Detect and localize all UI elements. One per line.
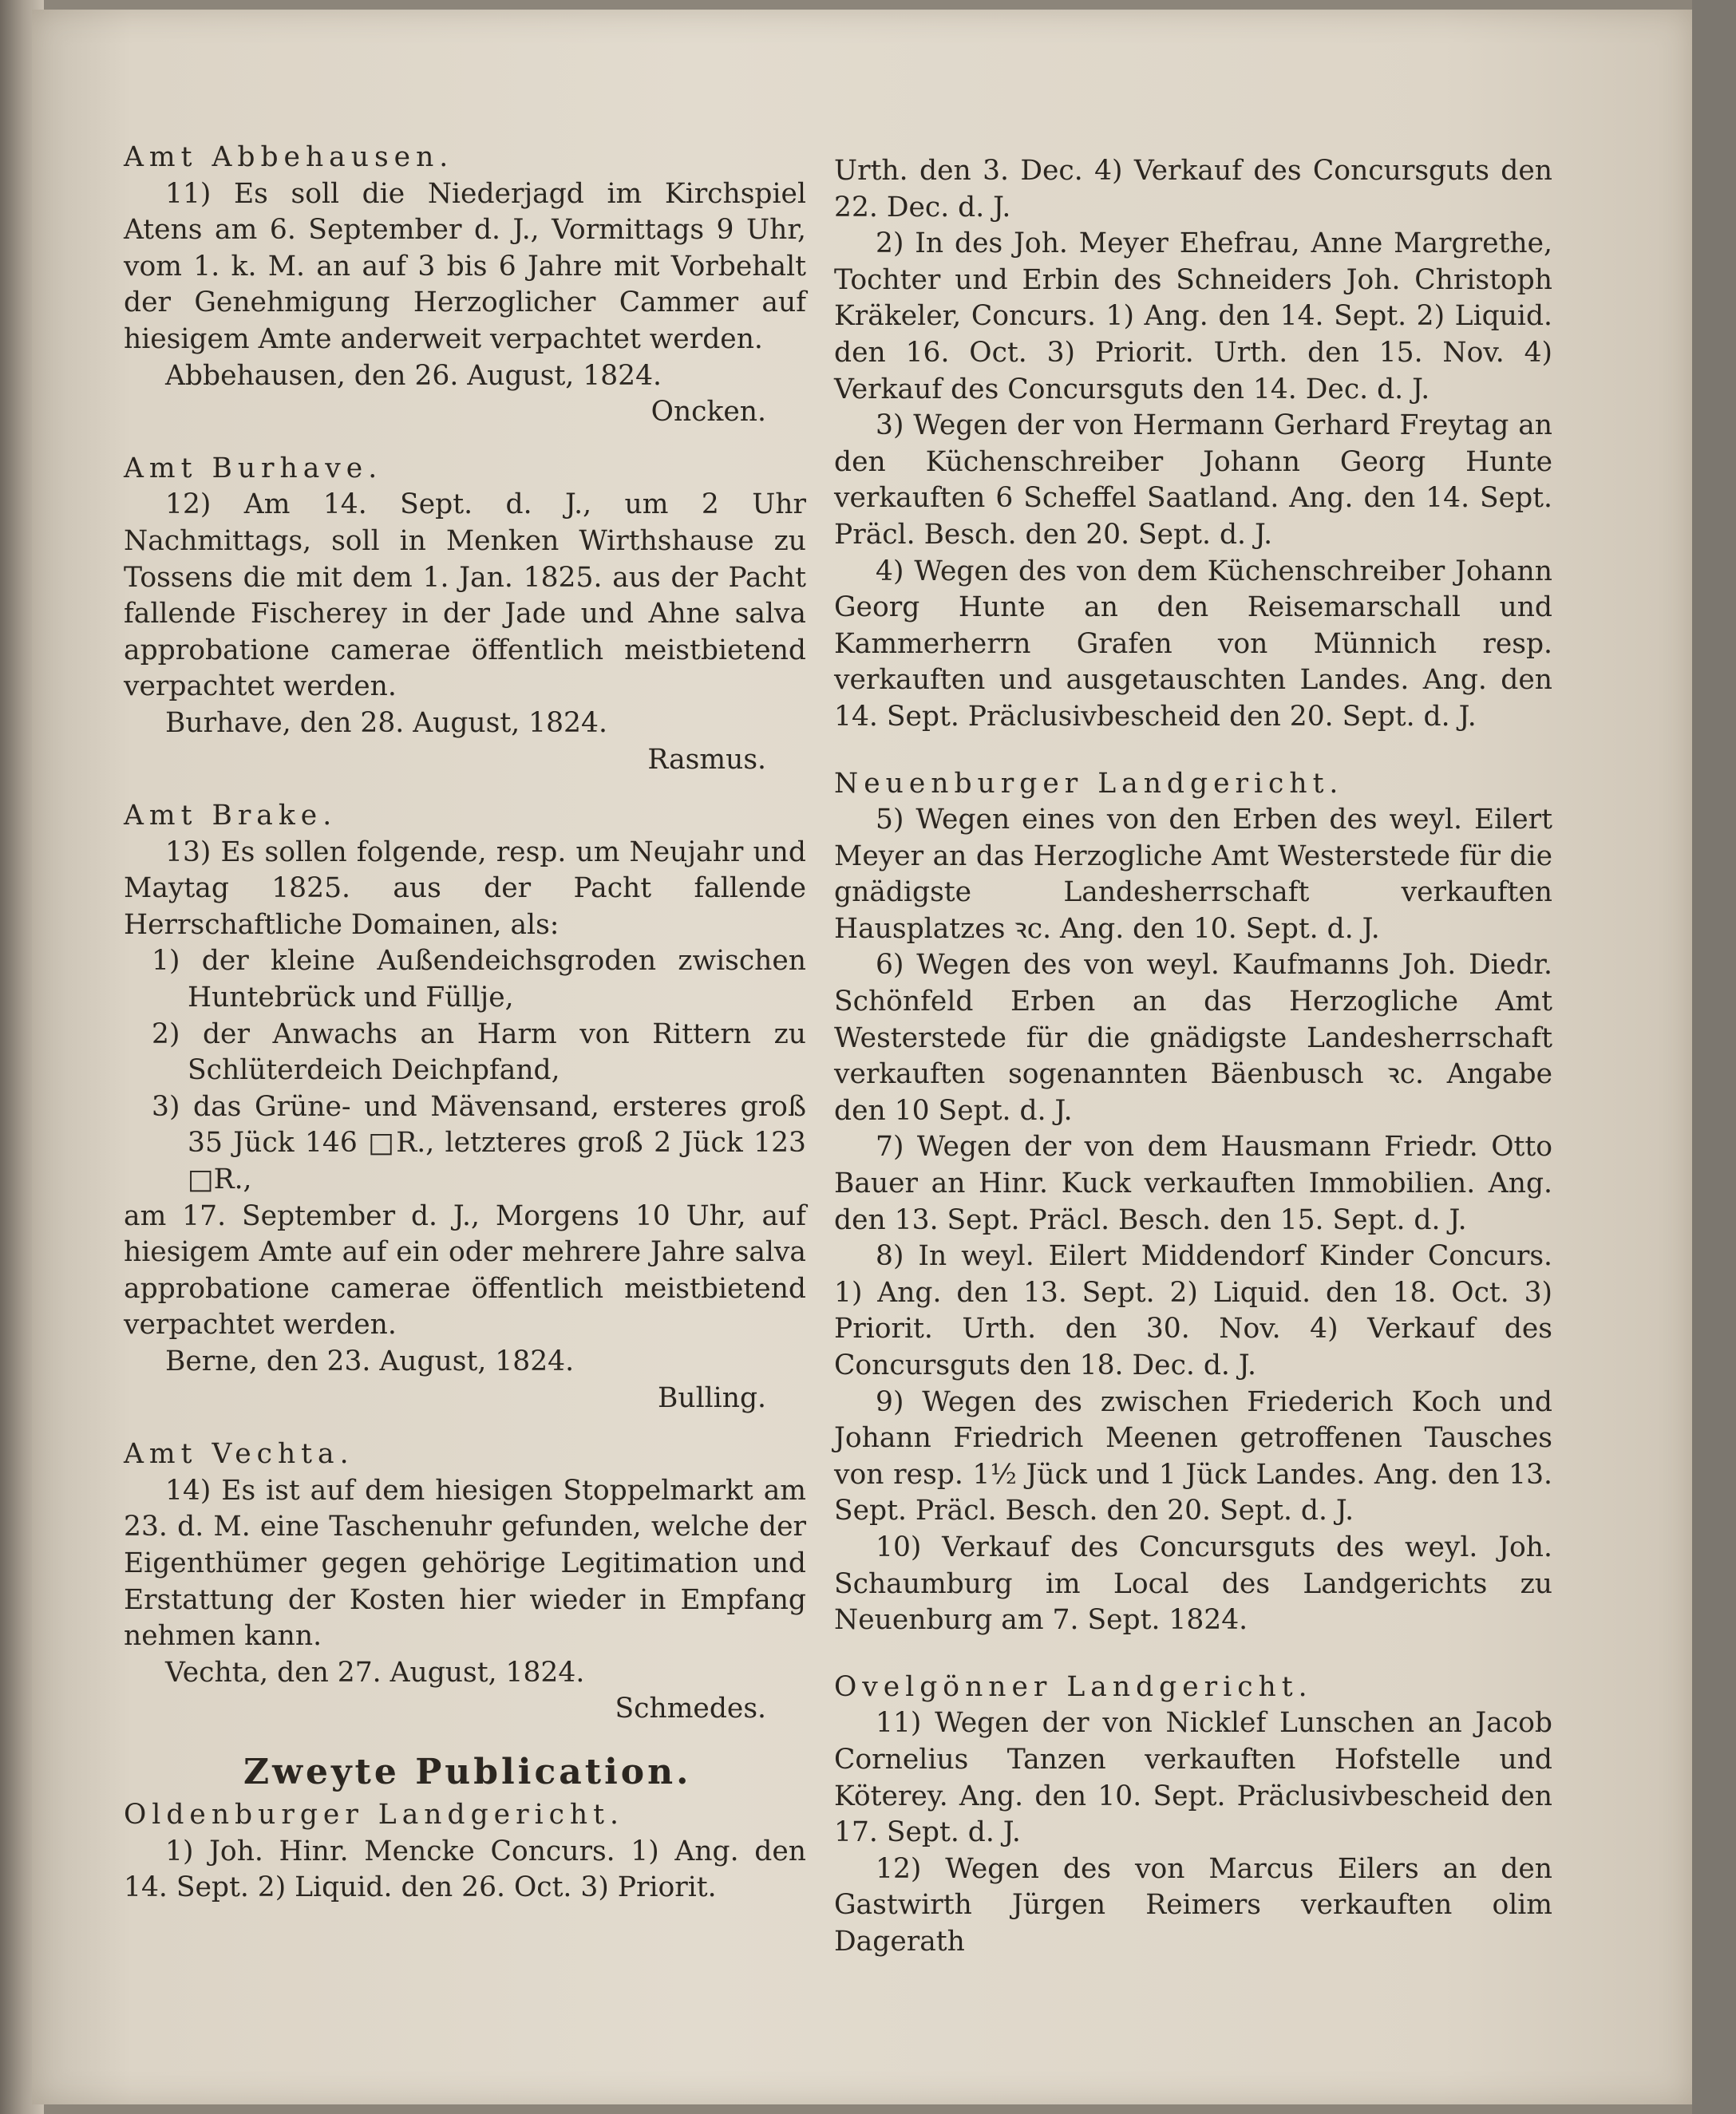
paragraph: 6) Wegen des von weyl. Kaufmanns Joh. Diedr. Schönfeld Erben an das Herzogliche Amt Westerstede für die gnädigste Landesherrschaft verkauften sogenannten Bäenbusch ꝛc. Angabe den 10 Sept. d. J.: [834, 949, 1552, 1127]
section-heading: Amt Brake.: [124, 800, 338, 832]
background-edge: [1692, 0, 1736, 2114]
section-heading: Oldenburger Landgericht.: [124, 1798, 624, 1831]
paragraph: 14) Es ist auf dem hiesigen Stoppelmarkt am 23. d. M. eine Taschenuhr gefunden, welche der Eigenthümer gegen gehörige Legitimation und Erstattung der Kosten hier wieder in Empfang nehmen kann.: [124, 1474, 806, 1653]
paragraph: 2) In des Joh. Meyer Ehefrau, Anne Margrethe, Tochter und Erbin des Schneiders Joh. Christoph Kräkeler, Concurs. 1) Ang. den 14. Sept. 2) Liquid. den 16. Oct. 3) Priorit. Urth. den 15. Nov. 4) Verkauf des Concursguts den 14. Dec. d. J.: [834, 227, 1552, 405]
list-item: 1) der kleine Außendeichsgroden zwischen Huntebrück und Füllje,: [152, 945, 806, 1014]
dateline: Abbehausen, den 26. August, 1824.: [165, 359, 662, 392]
dateline: Vechta, den 27. August, 1824.: [165, 1656, 585, 1689]
section-heading: Neuenburger Landgericht.: [834, 767, 1344, 800]
paragraph: am 17. September d. J., Morgens 10 Uhr, auf hiesigem Amte auf ein oder mehrere Jahre salva approbatione camerae öffentlich meistbietend verpachtet werden.: [124, 1199, 806, 1342]
publication-heading: Zweyte Publication.: [243, 1751, 692, 1792]
paragraph: 13) Es sollen folgende, resp. um Neujahr und Maytag 1825. aus der Pacht fallende Herrschaftliche Domainen, als:: [124, 836, 806, 941]
paragraph: 8) In weyl. Eilert Middendorf Kinder Concurs. 1) Ang. den 13. Sept. 2) Liquid. den 18. Oct. 3) Priorit. Urth. den 30. Nov. 4) Verkauf des Concursguts den 18. Dec. d. J.: [834, 1240, 1552, 1381]
dateline: Berne, den 23. August, 1824.: [165, 1345, 575, 1377]
paragraph: 7) Wegen der von dem Hausmann Friedr. Otto Bauer an Hinr. Kuck verkauften Immobilien. Ang. den 13. Sept. Präcl. Besch. den 15. Sept. d. J.: [834, 1131, 1552, 1236]
signature: Oncken.: [651, 396, 766, 429]
paragraph: 11) Wegen der von Nicklef Lunschen an Jacob Cornelius Tanzen verkauften Hofstelle und Köterey. Ang. den 10. Sept. Präclusivbescheid den 17. Sept. d. J.: [834, 1707, 1552, 1849]
list-item: 3) das Grüne- und Mävensand, ersteres groß 35 Jück 146 □R., letzteres groß 2 Jück 123 □R.,: [152, 1090, 806, 1196]
signature: Schmedes.: [615, 1693, 766, 1725]
section-heading: Amt Abbehausen.: [124, 141, 454, 173]
left-column: [124, 140, 806, 1907]
signature: Bulling.: [658, 1381, 766, 1414]
paragraph: 5) Wegen eines von den Erben des weyl. Eilert Meyer an das Herzogliche Amt Westerstede für die gnädigste Landesherrschaft verkauften Hausplatzes ꝛc. Ang. den 10. Sept. d. J.: [834, 804, 1552, 945]
right-column: [834, 153, 1552, 1961]
section-heading: Ovelgönner Landgericht.: [834, 1670, 1313, 1703]
paragraph: 12) Wegen des von Marcus Eilers an den Gastwirth Jürgen Reimers verkauften olim Dagerath: [834, 1852, 1552, 1958]
section-heading: Amt Burhave.: [124, 452, 383, 484]
paragraph: 12) Am 14. Sept. d. J., um 2 Uhr Nachmittags, soll in Menken Wirthshause zu Tossens die mit dem 1. Jan. 1825. aus der Pacht fallende Fischerey in der Jade und Ahne salva approbatione camerae öffentlich meistbietend verpachtet werden.: [124, 488, 806, 703]
paragraph: 1) Joh. Hinr. Mencke Concurs. 1) Ang. den 14. Sept. 2) Liquid. den 26. Oct. 3) Priorit.: [124, 1835, 806, 1904]
paragraph: 11) Es soll die Niederjagd im Kirchspiel Atens am 6. September d. J., Vormittags 9 Uhr, vom 1. k. M. an auf 3 bis 6 Jahre mit Vorbehalt der Genehmigung Herzoglicher Cammer auf hiesigem Amte anderweit verpachtet werden.: [124, 177, 806, 355]
paragraph: 3) Wegen der von Hermann Gerhard Freytag an den Küchenschreiber Johann Georg Hunte verkauften 6 Scheffel Saatland. Ang. den 14. Sept. Präcl. Besch. den 20. Sept. d. J.: [834, 409, 1552, 551]
dateline: Burhave, den 28. August, 1824.: [165, 706, 607, 739]
paragraph: Urth. den 3. Dec. 4) Verkauf des Concursguts den 22. Dec. d. J.: [834, 155, 1552, 223]
paragraph: 10) Verkauf des Concursguts des weyl. Joh. Schaumburg im Local des Landgerichts zu Neuenburg am 7. Sept. 1824.: [834, 1531, 1552, 1637]
signature: Rasmus.: [647, 743, 766, 776]
list-item: 2) der Anwachs an Harm von Rittern zu Schlüterdeich Deichpfand,: [152, 1017, 806, 1087]
section-heading: Amt Vechta.: [124, 1438, 354, 1471]
paragraph: 9) Wegen des zwischen Friederich Koch und Johann Friedrich Meenen getroffenen Tausches von resp. 1½ Jück und 1 Jück Landes. Ang. den 13. Sept. Präcl. Besch. den 20. Sept. d. J.: [834, 1385, 1552, 1527]
paragraph: 4) Wegen des von dem Küchenschreiber Johann Georg Hunte an den Reisemarschall und Kammerherrn Grafen von Münnich resp. verkauften und ausgetauschten Landes. Ang. den 14. Sept. Präclusivbescheid den 20. Sept. d. J.: [834, 555, 1552, 733]
